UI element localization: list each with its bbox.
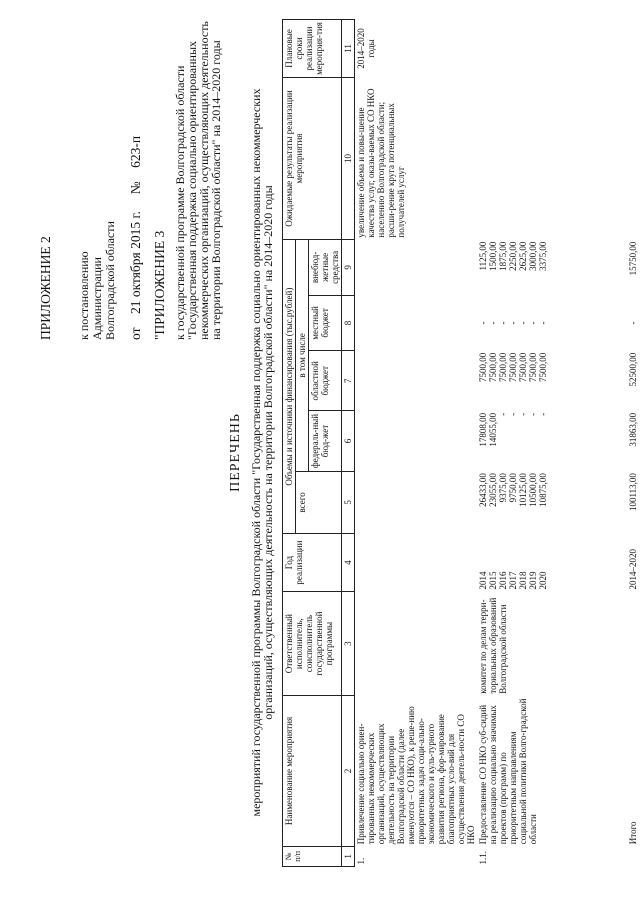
header-volumes: Объемы и источники финансирования (тыс.рублей) [283,240,296,534]
appendix-line-1: к постановлению [77,251,91,340]
appendix-date: 21 октября 2015 г. [128,211,143,315]
colnum: 4 [342,534,355,592]
row-num: 1.1. [478,851,488,865]
row-executor: комитет по делам терри-ториальных образований Волгоградской области [478,597,508,694]
row-regional [477,351,627,411]
value-cell: - [518,321,528,325]
value-cell: - [498,412,508,416]
value-cell: - [528,412,538,416]
appendix-date-line [128,136,143,340]
value-cell: 2250,00 [508,241,518,271]
value-cell: 7500,00 [508,352,518,382]
value-cell: 7500,00 [488,352,498,382]
value-cell: - [508,412,518,416]
header-results: Ожидаемые результаты реализации мероприятия [283,77,342,239]
appendix3-title: "ПРИЛОЖЕНИЕ 3 [152,230,167,340]
value-cell: 1500,00 [488,241,498,271]
row-terms: 2014–2020 годы [356,28,376,69]
year-cell: 2014 [478,571,488,590]
value-cell: 7500,00 [518,352,528,382]
value-cell: - [538,321,548,325]
value-cell: 23055,00 [488,473,498,507]
value-cell: 14055,00 [488,412,498,447]
list-title: ПЕРЕЧЕНЬ [228,413,243,492]
value-cell: 17808,00 [478,412,488,447]
colnum: 7 [342,351,355,411]
list-subtitle-2: организаций, осуществляющих деятельность на территории Волгоградской области" на 2014–2020 годы [261,185,275,720]
row-local [477,295,627,351]
row-name: Предоставление СО НКО суб-сидий на реализацию социально значимых проектов (программ) по приоритетным направлениям социальной политики Волго-градской области [478,698,538,845]
row-results: увеличение объема и повы-шение качества услуг, оказы-ваемых СО НКО населению Волгоградской области; расши-рение круга потенциальных получателей услуг [356,88,406,238]
header-name: Наименование мероприятия [283,696,342,847]
colnum: 3 [342,592,355,696]
year-cell: 2018 [518,571,528,590]
row-offbudget [477,240,627,296]
value-cell: 3000,00 [528,241,538,271]
value-cell: - [538,412,548,416]
year-cell: 2015 [488,571,498,590]
total-row [627,20,639,867]
row-federal [477,411,627,471]
table-row-1 [355,20,478,867]
appendix-title: ПРИЛОЖЕНИЕ 2 [38,236,53,340]
value-cell: 2625,00 [518,241,528,271]
appendix3-line-1: к государственной программе Волгоградской области [173,65,187,340]
value-cell: - [498,321,508,325]
header-year: Год реализации [283,534,342,592]
value-cell: 10500,00 [528,473,538,507]
value-cell: 3375,00 [538,241,548,271]
list-subtitle-1: мероприятий государственной программы Волгоградской области "Государственная поддержка социально ориентированных некоммерческих [249,88,263,817]
value-cell: 1875,00 [498,241,508,271]
appendix3-line-3: некоммерческих организаций, осуществляющих деятельность [197,21,211,340]
value-cell: 7500,00 [478,352,488,382]
total-local: - [628,321,638,325]
header-incl: в том числе [296,240,309,472]
value-cell: - [488,321,498,325]
total-label: Итого [628,821,638,845]
colnum: 2 [342,696,355,847]
colnum: 6 [342,411,355,471]
total-federal: 31863,00 [628,412,638,447]
colnum: 11 [342,20,355,78]
value-cell: 7500,00 [538,352,548,382]
row-name: Привлечение социально ориен-тированных некоммерческих организаций, осуществляющих деятельность на территории Волгоградской области (далее именуются – СО НКО), к реше-нию приоритетных задач соци-ально-экономического и куль-турного развития региона, фор-мирование благоприятных усло-вий для осуществления деятель-ности СО НКО [356,706,476,845]
colnum: 9 [342,240,355,296]
column-number-row [342,20,355,867]
value-cell: 9375,00 [498,473,508,503]
header-regional: областной бюджет [309,351,342,411]
value-cell: - [508,321,518,325]
header-federal: федераль-ный бюд-жет [309,411,342,471]
header-num: № п/п [283,846,342,866]
header-executor: Ответственный исполнитель, соисполнитель государственной программы [283,592,342,696]
colnum: 1 [342,846,355,866]
value-cell: 9750,00 [508,473,518,503]
value-cell: 26433,00 [478,473,488,507]
appendix3-line-2: "Государственная поддержка социально ориентированных [185,40,199,340]
total-all: 100113,00 [628,473,638,512]
year-cell: 2017 [508,571,518,590]
value-cell: - [528,321,538,325]
total-regional: 52500,00 [628,352,638,387]
number-sign: № [128,181,143,195]
row-num: 1. [356,857,366,865]
appendix-line-3: Волгоградской области [103,221,117,340]
value-cell: - [478,321,488,325]
total-offbudget: 15750,00 [628,241,638,276]
measures-table [282,19,639,867]
row-years [477,534,627,592]
value-cell: 1125,00 [478,241,488,271]
value-cell: 7500,00 [528,352,538,382]
value-cell: 10875,00 [538,473,548,507]
colnum: 8 [342,295,355,351]
year-cell: 2016 [498,571,508,590]
colnum: 5 [342,471,355,534]
year-cell: 2020 [538,571,548,590]
header-offbudget: внебюд-жетные средства [309,240,342,296]
header-row-1 [283,20,296,867]
row-total [477,471,627,534]
year-cell: 2019 [528,571,538,590]
value-cell: 10125,00 [518,473,528,507]
date-prefix: от [128,327,143,340]
colnum: 10 [342,77,355,239]
appendix-line-2: Администрации [90,257,104,340]
appendix3-line-4: на территории Волгоградской области" на 2014–2020 годы [209,40,223,340]
value-cell: - [518,412,528,416]
table-row-1-1 [477,20,627,867]
header-local: местный бюджет [309,295,342,351]
header-terms: Плановые сроки реализации мероприя-тия [283,20,342,78]
value-cell: 7500,00 [498,352,508,382]
header-total: всего [296,471,342,534]
total-year: 2014–2020 [628,549,638,590]
appendix-number: 623-п [128,135,143,168]
